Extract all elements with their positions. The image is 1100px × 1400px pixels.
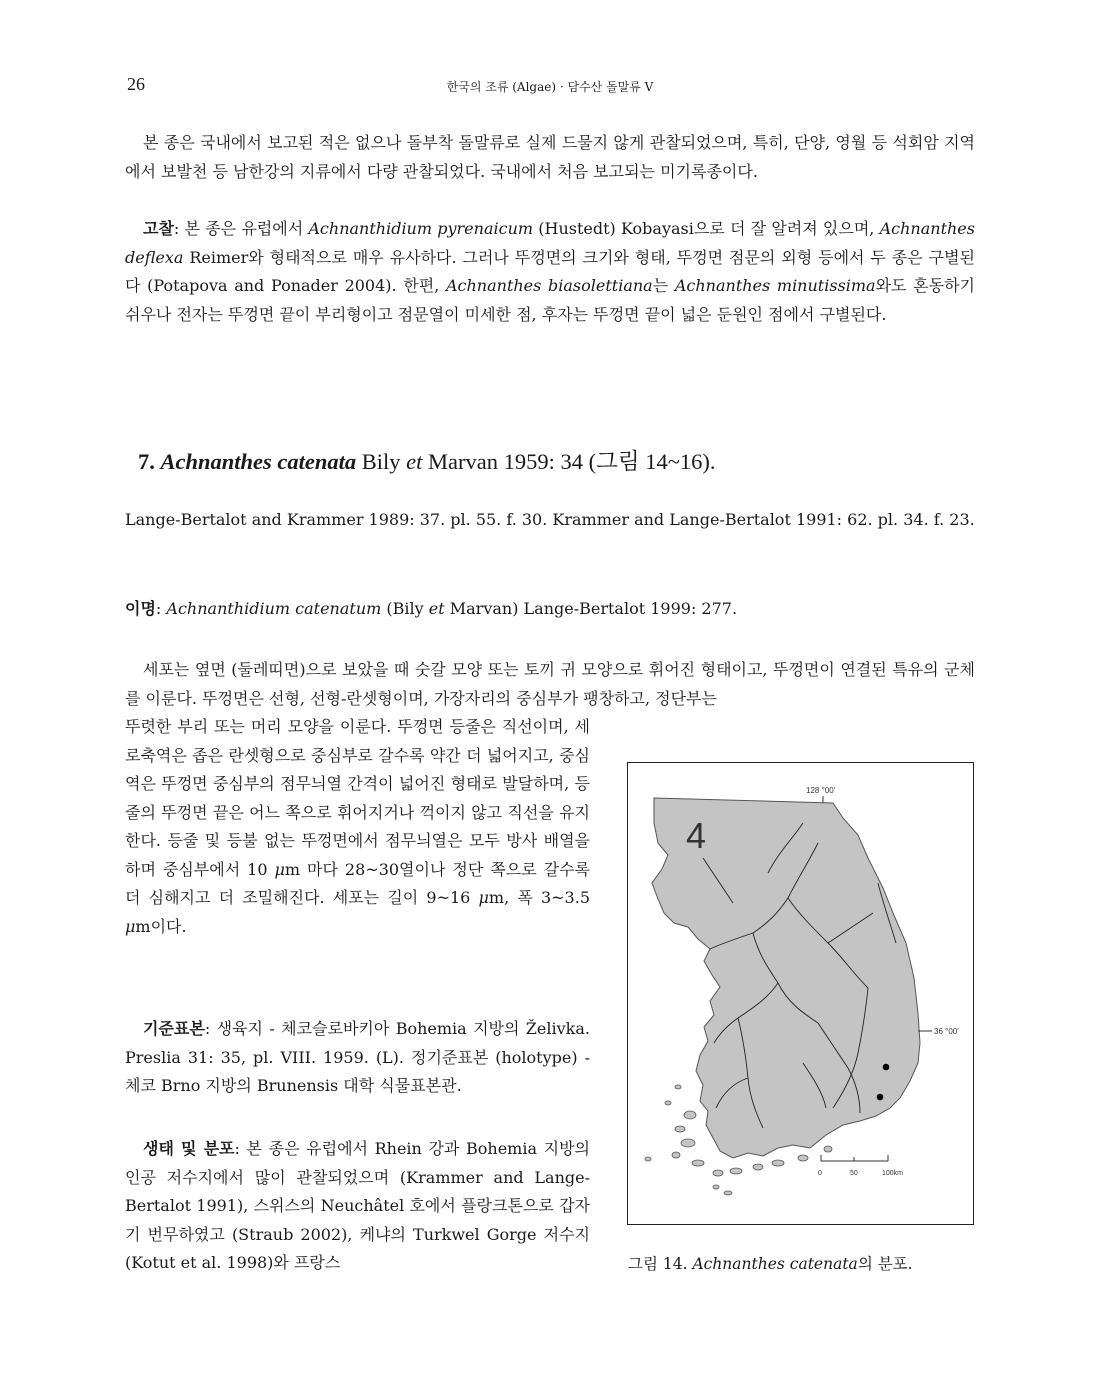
remarks-text-1: : 본 종은 유럽에서 (173, 219, 309, 238)
scale-label-0: 0 (818, 1170, 822, 1177)
panel-number: 4 (686, 815, 707, 856)
synonym-et: et (428, 599, 445, 618)
species-name-2: Achnanthes deflexa (125, 219, 975, 267)
description-paragraph-1: 세포는 옆면 (둘레띠면)으로 보았을 때 숫갈 모양 또는 토끼 귀 모양으로 휘어진 형태이고, 뚜껑면이 연결된 특유의 군체를 이룬다. 뚜껑면은 선형, 선형-란셋형이며, 가장자리의 중심부가 팽창하고, 정단부는 (125, 660, 975, 708)
synonym-label: 이명 (125, 599, 156, 618)
caption-prefix: 그림 14. (628, 1255, 693, 1273)
synonym-author-2: Marvan) Lange-Bertalot 1999: 277. (444, 599, 738, 618)
distribution-map (627, 762, 974, 1225)
description-paragraph-2 (125, 713, 590, 941)
type-specimen-paragraph (125, 1015, 590, 1101)
desc-text-c: m, 폭 3~3.5 (488, 888, 591, 907)
korea-map-svg (628, 763, 973, 1224)
species-author-1: Bily (356, 449, 407, 474)
desc-text-a: 뚜렷한 부리 또는 머리 모양을 이룬다. 뚜껑면 등줄은 직선이며, 세로축역은 좁은 란셋형으로 중심부로 갈수록 약간 더 넓어지고, 중심역은 뚜껑면 중심부의 점무늬열 간격이 넓어진 형태로 발달하며, 등줄의 뚜껑면 끝은 어느 쪽으로 휘어지거나 꺽이지 않고 직선을 유지한다. 등줄 및 등불 없는 뚜껑면에서 점무늬열은 모두 방사 배열을 하며 중심부에서 10 (125, 717, 590, 879)
species-author-2: Marvan 1959: 34 (그림 14~16). (422, 449, 716, 474)
remarks-text-5: 와도 혼동하기 쉬우나 전자는 뚜껑면 끝이 부리형이고 점문열이 미세한 점, 후자는 뚜껑면 끝이 넓은 둔원인 점에서 구별된다. (125, 276, 975, 324)
latitude-label: 36 °00' (934, 1027, 959, 1036)
longitude-label: 128 °00' (806, 786, 836, 795)
species-number: 7. (138, 449, 155, 474)
remarks-text-3: Reimer와 형태적으로 매우 유사하다. 그러나 뚜껑면의 크기와 형태, 뚜껑면 점문의 외형 등에서 두 종은 구별된다 (Potapova and Ponader 2004). 한편, (125, 247, 975, 295)
synonym-author-1: (Bily (381, 599, 429, 618)
references-paragraph: Lange-Bertalot and Krammer 1989: 37. pl. 55. f. 30. Krammer and Lange-Bertalot 1991: 62. pl. 34. f. 23. (125, 510, 975, 529)
remarks-paragraph (125, 215, 975, 329)
figure-caption (628, 1252, 913, 1274)
species-heading (138, 444, 716, 476)
species-name-1: Achnanthidium pyrenaicum (308, 219, 534, 238)
species-title-name: Achnanthes catenata (160, 449, 357, 474)
type-specimen-label: 기준표본 (143, 1019, 205, 1038)
desc-text-d: m이다. (135, 916, 187, 936)
species-name-3: Achnanthes biasolettiana (445, 276, 653, 295)
mu-symbol: μ (478, 888, 489, 907)
desc-text-b: m 마다 28~30열이나 정단 쪽으로 갈수록 더 심해지고 더 조밀해진다. 세포는 길이 9~16 (125, 859, 590, 907)
ecology-text: : 본 종은 유럽에서 Rhein 강과 Bohemia 지방의 인공 저수지에서 많이 관찰되었으며 (Krammer and Lange-Bertalot 1991), 스위스의 Neuchâtel 호에서 플랑크톤으로 갑자기 번무하였고 (Straub 2002), 케냐의 Turkwel Gorge 저수지 (Kotut et al. 1998)와 프랑스 (125, 1139, 591, 1272)
caption-suffix: 의 분포. (857, 1255, 913, 1273)
scale-label-100: 100km (882, 1170, 904, 1177)
synonym-name: Achnanthidium catenatum (166, 599, 382, 618)
species-et: et (406, 449, 423, 474)
remarks-text-4: 는 (652, 276, 675, 295)
ecology-label: 생태 및 분포 (143, 1139, 235, 1158)
synonym-paragraph (125, 595, 975, 624)
running-head: 한국의 조류 (Algae) · 담수산 돌말류 V (446, 80, 654, 94)
scale-bar (821, 1155, 888, 1161)
intro-paragraph: 본 종은 국내에서 보고된 적은 없으나 돌부착 돌말류로 실제 드물지 않게 관찰되었으며, 특히, 단양, 영월 등 석회암 지역에서 보발천 등 남한강의 지류에서 다량 관찰되었다. 국내에서 처음 보고되는 미기록종이다. (125, 133, 975, 181)
caption-species: Achnanthes catenata (692, 1255, 858, 1273)
ecology-paragraph (125, 1135, 590, 1278)
remarks-label: 고찰 (143, 219, 174, 238)
occurrence-point (877, 1094, 884, 1101)
mu-symbol: μ (274, 859, 285, 879)
occurrence-point (883, 1064, 890, 1071)
type-specimen-text: : 생육지 - 체코슬로바키아 Bohemia 지방의 Želivka. Preslia 31: 35, pl. VIII. 1959. (L). 정기준표본 (holotype) - 체코 Brno 지방의 Brunensis 대학 식물표본관. (125, 1019, 590, 1095)
page-number: 26 (127, 74, 145, 94)
scale-label-50: 50 (850, 1170, 858, 1177)
synonym-colon: : (155, 599, 167, 618)
mu-symbol: μ (125, 916, 136, 936)
species-name-4: Achnanthes minutissima (674, 276, 876, 295)
remarks-text-2: (Hustedt) Kobayasi으로 더 잘 알려져 있으며, (533, 219, 880, 238)
